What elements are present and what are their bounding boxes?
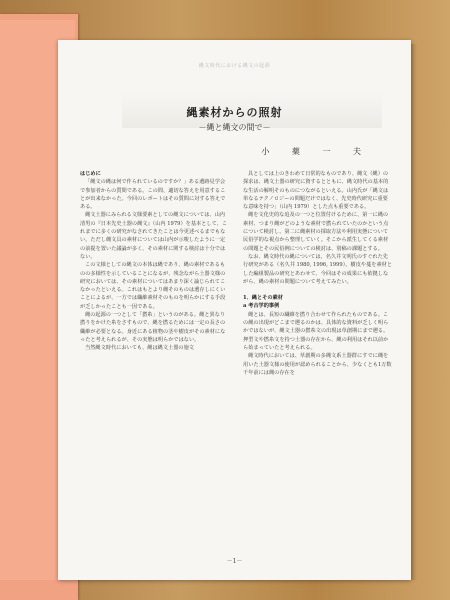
paragraph: 具としては上のきわめて日常的なものであり、縄文（縄）の探求は、縄文土器の研究に資するとともに、縄文時代の基本的な生活の解明そのものにつながるといえる。山内氏が「縄文は単なるテクノロジーの問題だけではなく、先史時代研究に重要な意味を持つ」（山内 1979）とした点も重要である。 [243,171,389,211]
paragraph: この文様としての縄文の本体は縄であり、縄の素材であるものの多様性を示していることになるが、残念ながら土器文様の研究においては、その素材についてはあまり深く論じられてこなかったといえる。これはもとより縄そのものは遺存しにくいことによるが、一方では繊維素材そのものを明らかにする手段が乏しかったことも一因である。 [80,262,226,310]
section-heading: 1．縄とその素材 [243,295,283,302]
page-shadow [411,44,417,580]
paragraph: 縄の起源の一つとして「撚糸」というのがある。縄と異なり撚りをかけた糸をさすもので、縄を撚るためには一定の長さの繊維が必要となる。身近にある植物の茎や樹皮がその素材になったと考えられるが、その実態は明らかではない。 [80,312,226,343]
paragraph: 縄文土器にみられる文様要素としての縄文については、山内清男の『日本先史土器の縄文』（山内 1979）を基本として、これまでに多くの研究がなされてきたことは今更述べるまでもない。ただし縄文具の素材については山内が示唆したように一定の前提を置いた議論が多く、その素材に関する検討は十分ではない。 [80,212,228,260]
section-heading: はじめに [80,171,101,177]
paragraph: なお、縄文時代の縄については、名久井文明氏のすぐれた先行研究がある（名久井 1980, 1996, 1999）。樹皮や蔓を素材とした編組製品の研究とあわせて、今回はその成果にも依拠しながら、縄の素材の問題について考えてみたい。 [243,253,393,285]
article-subtitle: －縄と縄文の間で－ [198,123,271,132]
article-title: 縄素材からの照射 [186,106,283,119]
paragraph: 当然縄文時代においても、縄は縄文土器の施文 [85,345,194,352]
document-page [58,40,411,580]
page-number: －1－ [226,558,243,565]
paragraph: 縄とは、長短の繊維を撚り合わせて作られたものである。この縄の出現がどこまで遡るのかは、具体的な資料が乏しく明らかではないが、縄文土器の撚糸文の出現は草創期にまで遡る。押型文や撚糸文を持つ土器の存在から、縄の利用はそれ以前から始まっていたと考えられる。 [243,311,389,351]
paragraph: 「縄文の縄は何で作られているのですか？」ある遺跡見学会で参加者からの質問である。この問、適切な答えを用意することが出来なかった。今回のレポートはその質問に対する答えである。 [80,179,226,211]
author-name: 小 薬 一 夫 [261,147,371,156]
right-text-column [243,170,393,377]
running-head: 縄文時代における縄文の起源 [198,63,271,69]
paragraph: 縄を文化史的な追及の一つと位置付けるために、第一に縄の素材、つまり縄がどのような素材で撚られていたのかという点について検討し、第二に縄素材の採取方法や利用実態について民俗学的な視点から整理していく。そこから派生してくる素材の問題とその民俗例についての検討は、別稿の課題とする。 [243,212,389,252]
subsection-heading: a 考古学的事例 [243,303,280,310]
paragraph: 縄文時代においては、草創期の多縄文系土器群にすでに縄を用いた土器文様の使用が認められることから、少なくとも1万数千年前には縄の存在を [243,353,392,376]
spacer [243,286,393,294]
left-text-column [80,170,230,353]
